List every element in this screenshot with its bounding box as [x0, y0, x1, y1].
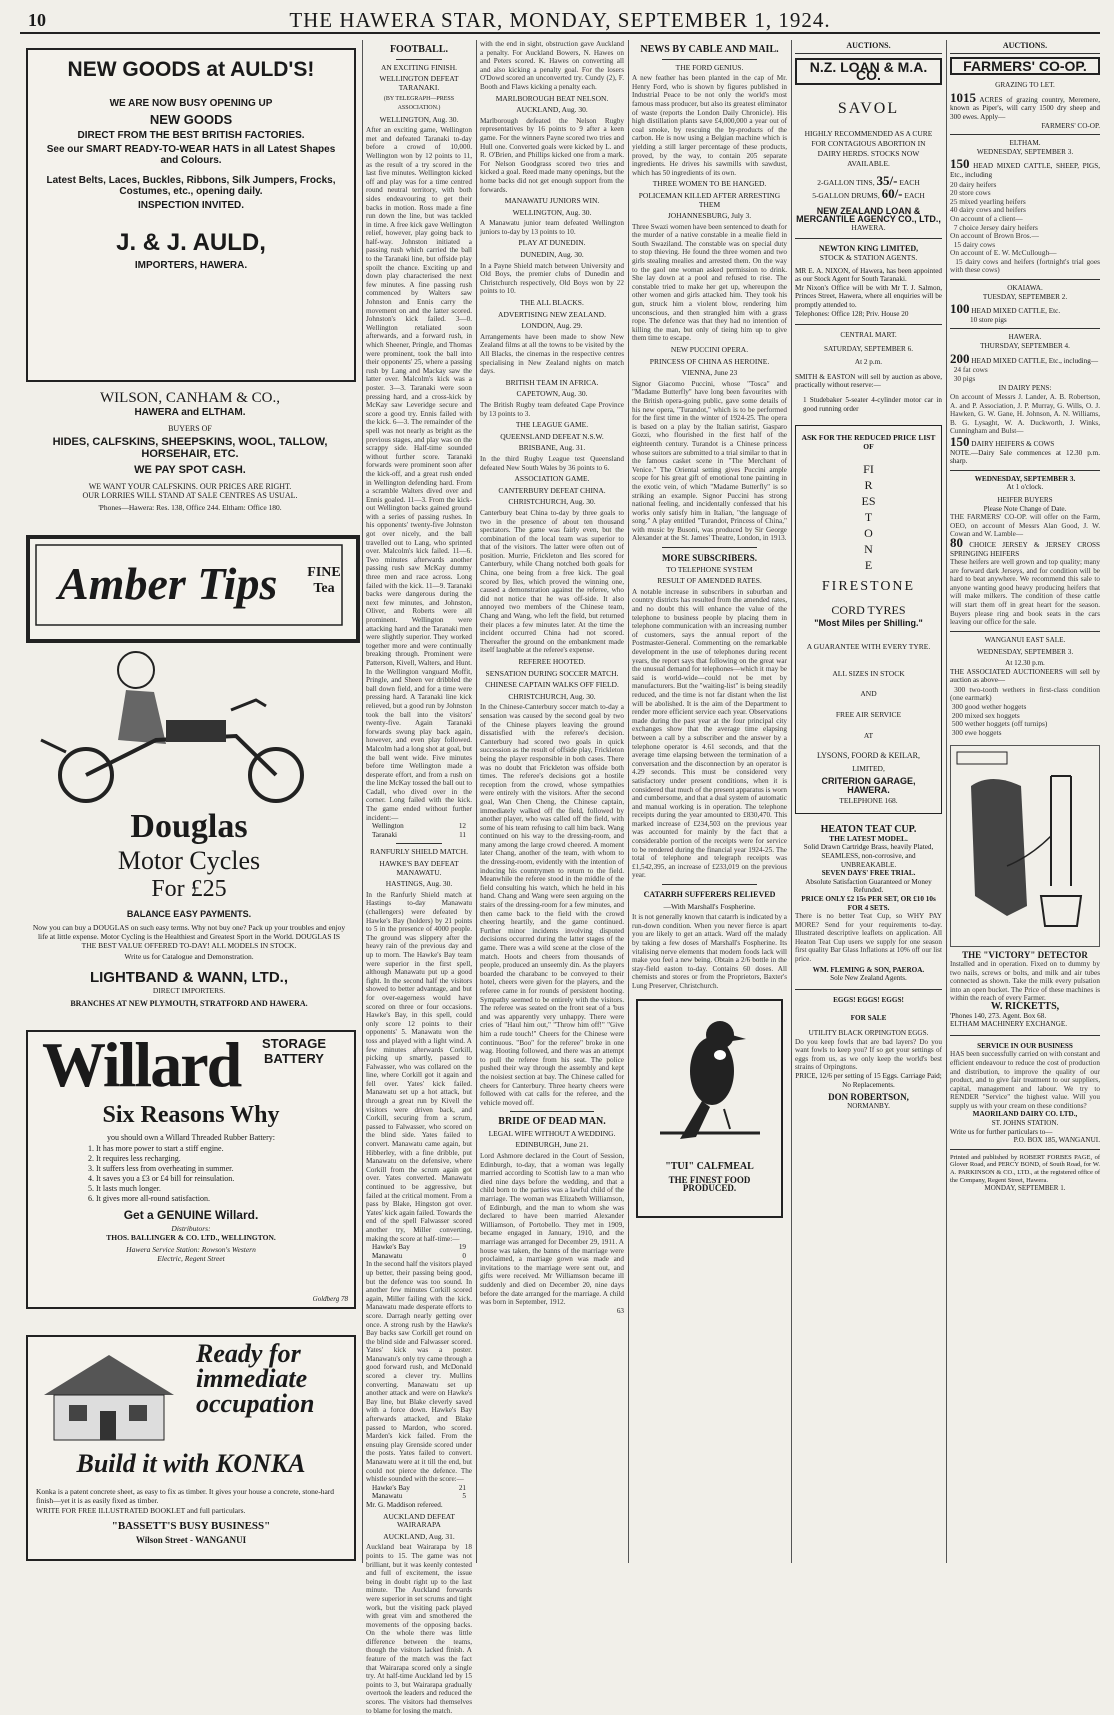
auld-firm: J. & J. AULD, — [116, 229, 266, 256]
wilson-phones: 'Phones—Hawera: Res. 138, Office 244. Eltham: Office 180. — [98, 503, 282, 512]
firestone-sizes: ALL SIZES IN STOCK — [832, 668, 905, 678]
sale-date: WEDNESDAY, SEPTEMBER 3. — [976, 147, 1074, 156]
football-article-text: In the second half the visitors played up better, their passing being good, but the defence was too sound. In another few minutes Corkill scored again, Miller failing with the kick. Manawatu made desperate efforts to score. Darragh nearly getting over once. A strong rush by the Hawke's Bay backs saw Corkill get round on the blind side and Falwasser scored. Yates' kick was a poster. Manawatu's only try came through a good forward rush, and McDonald scored a clever try. Mullins converting. Manawatu set up another attack and were on Hawke's Bay line, but Blake cleverly saved with a force down. Hawke's Bay afterwards attacked, and Blake passed to Mardon, who scored. Marden's kick failed. From the ensuing play Grenside scored under the posts. Yates failed to convert. Manawatu were at it till the end, but could not pierce the defence. The whistle sounded with the score:— — [366, 1260, 472, 1484]
maoriland-po: P.O. BOX 185, WANGANUI. — [1013, 1136, 1100, 1145]
central-mart-date: SATURDAY, SEPTEMBER 6. — [823, 344, 914, 353]
sale-time: At 1 o'clock. — [1006, 483, 1044, 492]
news-headline: —With Marshall's Fospherine. — [663, 901, 756, 911]
auld-firm-sub: IMPORTERS, HAWERA. — [134, 260, 248, 271]
dateline: DUNEDIN, Aug. 30. — [520, 250, 584, 260]
dateline: AUCKLAND, Aug. 30. — [516, 105, 588, 115]
news-headline: THE FORD GENIUS. — [675, 62, 744, 72]
newton-king-tel: Telephones: Office 128; Priv. House 20 — [795, 309, 909, 318]
victory-text: Installed and in operation. Fixed on to dummy by two nails, screws or bolts, and milk and air tubes connected as shown. Take the milk every pulsation into an open bucket. The Price of these machines is within the reach of every Farmer. — [950, 959, 1100, 1003]
service-text: HAS been successfully carried on with constant and efficient endeavour to reduce the cost of production and distribution, to improve the quality of our product, and to give fair treatment to our suppliers, capital, management and labour. We try to RENDER "Service" the highest value. Will you supply us with your cream on these conditions? — [950, 1050, 1100, 1110]
heaton-trial: SEVEN DAYS' FREE TRIAL. — [821, 869, 916, 878]
football-section-title: FOOTBALL. — [389, 44, 449, 55]
newton-king-title: NEWTON KING LIMITED, — [818, 244, 919, 254]
article-text: Marlborough defeated the Nelson Rugby representatives by 16 points to 9 after a keen game. For the winners Payne scored two tries and Hull one. Converted goals were kicked by L. and R. O'Brien, and Phillips kicked one from a mark. For Nelson Goodgrass scored two tries and kicked a goal. Reed made many openings, but the home backs did not get enough support from the forwards. — [480, 116, 624, 194]
newton-king-sub: STOCK & STATION AGENTS. — [819, 252, 918, 262]
eggs-don: DON ROBERTSON, — [828, 1092, 909, 1103]
willard-title: Willard — [42, 1029, 241, 1100]
news-dateline: JOHANNESBURG, July 3. — [667, 211, 752, 221]
football-byline: (BY TELEGRAPH—PRESS ASSOCIATION.) — [383, 96, 455, 111]
auld-ad — [26, 48, 356, 382]
firestone-lysons: LYSONS, FOORD & KEILAR, — [817, 751, 920, 761]
lot-row: 150 HEAD MIXED CATTLE, SHEEP, PIGS, Etc., including — [950, 156, 1101, 179]
konka-write: WRITE FOR FREE ILLUSTRATED BOOKLET and full particulars. — [36, 1506, 246, 1515]
score-row: Hawke's Bay 21 — [372, 1483, 466, 1492]
firestone-ask: ASK FOR THE REDUCED PRICE LIST OF — [801, 433, 936, 451]
news-article-text: A notable increase in subscribers in suburban and country districts has resulted from the amended rates, and no doubt this will enhance the value of the telephone to business people by placing them in telephone communication with an increasing number of customers, says the annual report of the Postmaster-General. Commenting on the remarkable development in the use of telephones during recent years, the report says that following on the great war the unusual demand for telephones—which it may be said is world-wide—could not be met by manufacturers. But the "waiting-list" is being steadily reduced, and the time is not far distant when the list will be abolished. It is the aim of the Department to render more efficient service each year. Observations made during the past year at the four principal city exchanges show that the average time elapsing between a call by a subscriber and the answer by a telephone operator is 4.61 seconds, and that the average time elapsing between the termination of a conversation and the disconnection by an operator is 4.29 seconds. This must be considered very satisfactory under present conditions, when it is considered that much of the present apparatus is worn and cumbersome, and that a dual system of automatic and manual working is in operation. The telephone receipts during the year amounted to £830,470. This marked increase of £234,503 on the previous year was accounted for mainly by the fact that a considerable portion of the receipts were for service to be rendered during the financial year 1924-25. The total of telephone and telegraph receipts was £1,542,395, an increase of £233,019 on the previous year. — [632, 587, 787, 880]
firestone-telephone: TELEPHONE 168. — [839, 795, 898, 805]
auld-title: NEW GOODS at AULD'S! — [67, 58, 315, 81]
willard-dist-label: Distributors: — [171, 1224, 211, 1233]
firestone-criterion: CRITERION GARAGE, HAWERA. — [821, 776, 916, 795]
headline: THE ALL BLACKS. — [520, 298, 584, 308]
headline: QUEENSLAND DEFEAT N.S.W. — [500, 431, 604, 441]
willard-reason: 6. It gives more all-round satisfaction. — [88, 1194, 210, 1203]
score-row: Manawatu 5 — [372, 1492, 466, 1501]
auctions-heading: AUCTIONS. — [795, 40, 942, 54]
sale-town: ELTHAM. — [1009, 139, 1041, 148]
central-mart-title: CENTRAL MART. — [840, 331, 897, 340]
firestone-cord: CORD TYRES — [831, 603, 906, 618]
douglas-price: For £25 — [151, 876, 227, 902]
column-rule — [946, 40, 947, 1563]
lot-row: 80 CHOICE JERSEY & JERSEY CROSS SPRINGING HEIFERS — [950, 534, 1101, 558]
amber-tips-ad — [26, 535, 360, 643]
douglas-terms: BALANCE EASY PAYMENTS. — [126, 909, 252, 919]
heaton-model: THE LATEST MODEL. — [829, 833, 908, 843]
imprint-date: MONDAY, SEPTEMBER 1. — [984, 1184, 1066, 1193]
auld-line: NEW GOODS — [149, 112, 233, 127]
article-text: The British Rugby team defeated Cape Province by 13 points to 3. — [480, 400, 624, 418]
willard-reason: 4. It saves you a £3 or £4 bill for reinsulation. — [88, 1174, 235, 1183]
news-article-text: A new feather has been planted in the cap of Mr. Henry Ford, who is shown by figures published in Industrial Peace to be not only the world's most famous mass producer, but also its greatest eliminator of waste (reports the London Daily Chronicle). His high distillation plants save £4,000,000 a year out of coal smoke, by rescuing the by-products of the carbon. He is now using a Belgian machine which is yielding a still larger percentage of these products, proved, by the way, to contain 205 separate ingredients. He drives his sawmills with sawdust, which has 50 ingredients of its own. — [632, 74, 787, 177]
willard-artist: Goldberg 78 — [312, 1295, 348, 1303]
nz-loan-title: N.Z. LOAN & M.A. CO. — [795, 58, 942, 85]
news-column — [632, 40, 787, 1565]
wilson-line: OUR LORRIES WILL STAND AT SALE CENTRES AS USUAL. — [82, 491, 298, 500]
tui-title: "TUI" CALFMEAL — [665, 1161, 754, 1173]
lot-details: On account of Messrs J. Lander, A. B. Robertson, A. and P. Association, J. P. Murray, G. Wills, O. J. Hawken, G. W. Gane, H. Johnson, A. N. Williams, B. G. Lysaght, W. A. Duckworth, J. Winks, Cunningham and Bulst— — [950, 393, 1100, 436]
konka-title-line: occupation — [196, 1389, 315, 1418]
maoriland-title: MAORILAND DAIRY CO. LTD., — [972, 1110, 1078, 1119]
willard-reason: 1. It has more power to start a stiff engine. — [88, 1144, 224, 1153]
eggs-title: EGGS! EGGS! EGGS! — [833, 995, 904, 1004]
eggs-orpington: UTILITY BLACK ORPINGTON EGGS. — [808, 1029, 929, 1038]
eggs-text: Do you keep fowls that are bad layers? Do you want fowls to keep you? If so get your settings of eggs from us, as we only keep the world's best strains of Orpingtons. — [795, 1037, 942, 1072]
column-footer: 63 — [616, 1306, 624, 1315]
savol-title: SAVOL — [837, 99, 900, 117]
tui-sub: THE FINEST FOOD PRODUCED. — [668, 1174, 751, 1194]
sale-date: TUESDAY, SEPTEMBER 2. — [982, 292, 1068, 301]
farmers-coop-title: FARMERS' CO-OP. — [950, 57, 1100, 76]
maoriland-write: Write us for further particulars to— — [950, 1127, 1053, 1136]
douglas-body: Now you can buy a DOUGLAS on such easy terms. Why not buy one? Pack up your troubles and enjoy life at little expense. Motor Cycling is the Healthiest and Greatest Sport in the World. DOUGLAS IS THE BEST VALUE OFFERED TO-DAY! ALL MODELS IN STOCK. — [32, 923, 346, 950]
dateline: CAPETOWN, Aug. 30. — [516, 389, 588, 399]
nz-loan-firm: NEW ZEALAND LOAN & MERCANTILE AGENCY CO., LTD., — [796, 205, 941, 225]
price-row: 5-GALLON DRUMS, 60/- EACH — [812, 185, 925, 201]
sale-town: HAWERA. — [1008, 333, 1042, 342]
wilson-sub: HAWERA and ELTHAM. — [134, 407, 246, 418]
football-headline: WELLINGTON DEFEAT TARANAKI. — [379, 74, 459, 92]
firestone-ad — [795, 425, 942, 814]
heaton-firm: WM. FLEMING & SON, PAEROA. — [812, 965, 925, 974]
news-dateline: VIENNA, June 23 — [681, 368, 738, 378]
referee-note: Mr. G. Maddison refereed. — [366, 1500, 443, 1509]
savol-body: HIGHLY RECOMMENDED AS A CURE FOR CONTAGIOUS ABORTION IN DAIRY HERDS. STOCKS NOW AVAILABLE. — [804, 129, 933, 169]
headline: BRITISH TEAM IN AFRICA. — [505, 377, 599, 387]
headline: SENSATION DURING SOCCER MATCH. — [485, 668, 619, 678]
konka-body: Konka is a patent concrete sheet, as easy to fix as timber. It gives your house a concrete, stone-hard finish—yet it is as easily fixed as timber. — [36, 1487, 335, 1505]
lot-details: 300 two-tooth wethers in first-class condition (one earmark) 300 good wether hoggets 200 mixed sex hoggets 500 wether hoggets (off turnips) 300 ewe hoggets — [950, 684, 1100, 737]
headline: THE LEAGUE GAME. — [515, 420, 589, 430]
football-headline: AN EXCITING FINISH. — [380, 62, 458, 72]
konka-build: Build it with KONKA — [76, 1449, 306, 1478]
eggs-price: PRICE, 12/6 per setting of 15 Eggs. Carriage Paid; No Replacements. — [795, 1072, 942, 1089]
score-row: Taranaki 11 — [372, 830, 466, 839]
maoriland-st: ST. JOHNS STATION. — [991, 1119, 1059, 1128]
headline: PLAY AT DUNEDIN. — [518, 238, 586, 248]
article-text: with the end in sight, obstruction gave Auckland a penalty. For Auckland Bowers, N. Hawes on and Peters scored. K. Hawes on converting all and also kicking a penalty goal. For the losers O'Dowd scored an unconverted try. Cundy (2), F. Booth and Flaws kicking a penalty each. — [480, 40, 624, 91]
imprint: Printed and published by ROBERT FORBES PAGE, of Glover Road, and PERCY BOND, of South Road, for W. A. PARKINSON & CO., LTD., at the registered office of the Company, Regent Street, Hawera. — [950, 1153, 1100, 1184]
newton-king-body: MR E. A. NIXON, of Hawera, has been appointed as our Stock Agent for South Taranaki. — [795, 266, 942, 284]
heaton-title: HEATON TEAT CUP. — [820, 824, 917, 836]
firestone-and: AND — [860, 689, 877, 699]
dairy-pens: IN DAIRY PENS: — [998, 384, 1052, 393]
dairy-note: NOTE.—Dairy Sale commences at 12.30 p.m. sharp. — [950, 448, 1100, 466]
wilson-cash: WE PAY SPOT CASH. — [134, 464, 246, 476]
assoc-text: THE ASSOCIATED AUCTIONEERS will sell by auction as above— — [950, 667, 1100, 685]
news-headline: PRINCESS OF CHINA AS HEROINE. — [649, 356, 770, 366]
tui-calfmeal-ad — [636, 999, 783, 1218]
score-row: Wellington 12 — [372, 822, 466, 831]
heaton-body: Solid Drawn Cartridge Brass, heavily Plated, SEAMLESS, non-corrosive, and UNBREAKABLE. — [803, 843, 934, 869]
willard-tag: STORAGE BATTERY — [261, 1036, 327, 1066]
willard-ad — [26, 1030, 356, 1309]
auctions-column-b — [950, 40, 1100, 1565]
house-illustration — [34, 1345, 184, 1445]
dateline: EDINBURGH, June 21. — [515, 1140, 589, 1150]
headline: CANTERBURY DEFEAT CHINA. — [498, 485, 606, 495]
lot-row: 1015 ACRES of grazing country, Meremere, known as Piper's, will carry 1500 dry sheep and 300 ewes. Apply— — [950, 89, 1100, 121]
article-text: Canterbury beat China to-day by three goals to two in the presence of about ten thousand spectators. The game was fairly even, but the combination of the local team was superior to that of the visitors. The latter were often out of position. Murrie, Frickleton and Iles scored for Canterbury, while Chang notched both goals for China, one being from a free kick. The goal scored by Iles, which proved the winning one, caused a demonstration against the referee, who did not notice that he was off-side. It also annoyed two members of the Chinese team, Chang and Wang, who left the field, but returned their places a few minutes later. At the time the incident occurred China had not scored. Thereafter the ground on the embankment made itself laughable at the referee's expense. — [480, 508, 624, 655]
news-section-title: NEWS BY CABLE AND MAIL. — [640, 44, 779, 55]
firestone-limited: LIMITED, — [852, 763, 885, 773]
heaton-satis: Absolute Satisfaction Guaranteed or Money Refunded. — [805, 877, 932, 895]
willard-list — [28, 1144, 354, 1204]
coop-text: These heifers are well grown and top quality; many are forward dark Jerseys, and for condition will be hard to beat anywhere. We recommend this sale to anyone wanting good heavy producing heifers that will make milkers. The condition of these cattle will start them off in great heart for the season. Buyers please ring and book seats in the cars leaving our office for the sale. — [950, 558, 1100, 627]
dateline: BRISBANE, Aug. 31. — [518, 443, 586, 453]
headline: CHINESE CAPTAIN WALKS OFF FIELD. — [485, 680, 619, 690]
auctions-heading: AUCTIONS. — [950, 40, 1100, 54]
nz-loan-town: HAWERA. — [851, 222, 886, 232]
heifer-buyers: HEIFER BUYERS — [997, 495, 1053, 504]
dateline: WELLINGTON, Aug. 30. — [512, 207, 592, 217]
ricketts-exchange: ELTHAM MACHINERY EXCHANGE. — [950, 1020, 1068, 1029]
news-article-text: Signor Giacomo Puccini, whose "Tosca" and "Madame Butterfly" have long been favourites with the British opera-going public, gave some details of his new opera, "Turandot," which is to be performed for the first time in the winter of 1924-25. The opera is based on a play by the Italian satirist, Gasparo Gozzi, who flourished in the first half of the eighteenth century. Turandot is a Chinese princess whose suitors are submitted to a trial similar to that in the famous casket scene in "The Merchant of Venice." The Oriental setting gives Puccini ample scope for his great gift of emotional tone painting in the exotic vein, of which "Madame Butterfly" is so striking an example. Signor Puccini has strong national feeling, and incidentally confessed that his works only satisfy him in Italian, "the language of song." A play entitled "Turandot, Princess of China," with music by Busoni, was produced by Sir George Alexander at the St. James' Theatre, London, in 1913. — [632, 379, 787, 543]
wilson-ad — [30, 386, 350, 528]
wilson-title: WILSON, CANHAM & CO., — [100, 390, 280, 406]
score-row: Hawke's Bay 19 — [372, 1243, 466, 1252]
football-column — [366, 40, 472, 1715]
sports-column — [480, 40, 624, 1565]
football-dateline: AUCKLAND, Aug. 31. — [383, 1531, 455, 1541]
douglas-branches: BRANCHES AT NEW PLYMOUTH, STRATFORD AND HAWERA. — [70, 999, 308, 1008]
firestone-title: FIRESTONE — [821, 579, 916, 595]
lot-details: 20 dairy heifers 20 store cows 25 mixed yearling heifers 40 dairy cows and heifers On account of a client— 7 choice Jersey dairy heifers On account of Brown Bros.— 15 dairy cows On account of E. W. McCullough— 15 dairy cows and heifers (fortnight's trial goes with these cows) — [950, 179, 1100, 275]
lot-row: 150 DAIRY HEIFERS & COWS — [950, 433, 1055, 449]
firestone-vertical: FIRESTONE — [861, 462, 876, 573]
article-text: In the third Rugby League test Queensland defeated New South Wales by 36 points to 6. — [480, 454, 624, 472]
konka-ad — [26, 1335, 356, 1561]
willard-dist: THOS. BALLINGER & CO. LTD., WELLINGTON. — [106, 1233, 276, 1242]
konka-title-line: Ready for — [196, 1339, 301, 1368]
sale-time: At 12.30 p.m. — [1005, 659, 1045, 668]
willard-get: Get a GENUINE Willard. — [123, 1208, 259, 1222]
douglas-title: Douglas — [130, 808, 248, 845]
news-headline: NEW PUCCINI OPERA. — [670, 345, 749, 354]
sale-date: WEDNESDAY, SEPTEMBER 3. — [974, 474, 1076, 483]
football-dateline: WELLINGTON, Aug. 30. — [379, 114, 459, 124]
news-article-text: It is not generally known that catarrh is indicated by a run-down condition. When you never fierce is apart you are likely to get an attack. Ward off the malady by taking a few doses of Marshall's Fospherine. Its vitalising nerve elements that modern foods lack will make you feel a new being. Obtain a 2/6 bottle in the stay-field easton to-day. Contains 60 doses. All chemists and stores or from the Proprietors, Baxter's Lung Preserver, Christchurch. — [632, 913, 787, 990]
lot-row: 100 HEAD MIXED CATTLE, Etc. — [950, 301, 1061, 317]
auld-line: DIRECT FROM THE BEST BRITISH FACTORIES. — [77, 130, 305, 141]
auld-line: INSPECTION INVITED. — [137, 200, 245, 211]
sale-date: THURSDAY, SEPTEMBER 4. — [980, 342, 1070, 351]
smith-easton-item: 1 Studebaker 5-seater 4-cylinder motor car in good running order — [803, 396, 942, 413]
football-article-text: In the Ranfurly Shield match at Hastings to-day Manawatu (challengers) were defeated by Hawke's Bay (holders) by 21 points to 5 in the presence of 4000 people. The ground was slippery after the heavy rain of the previous day and up to morn. The Hawke's Bay team were superior in the first spell, although Manawatu put up a good fight. In the second half the visitors showed to better advantage, and but for over-eagerness would have scored on three or four occasions. Hawke's Bay, in this spell, could only score 12 points to their opponents' 5. Manawatu won the toss and played with a light wind. A few minutes afterwards Corkill, picking up smartly, passed to Falwasser, who was collared on the line, where Corkill got it again and fell over. Yates' kick failed. Manawatu set up a hot attack, but through a great run by Kivell the visitors were driven back, and Corkill, securing from a scrum, passed to Falwasser, who scored on the blind side. Yates failed to convert. Manawatu came again, but Hibberley, with a fine dribble, put Manawatu on the defensive, where Corkill from the scrum again got over. Yates converted. Manawatu continued to be aggressive, but failed at the critical moment. From a pass by Blake, Hingston got over. Yates' kick again failed. Towards the end of the spell Falwasser scored another try, Miller converting, making the score at half-time:— — [366, 890, 472, 1243]
headline: LEGAL WIFE WITHOUT A WEDDING. — [488, 1128, 616, 1138]
douglas-firm-sub: DIRECT IMPORTERS. — [152, 986, 226, 995]
football-headline: RANFURLY SHIELD MATCH. — [370, 847, 468, 857]
wilson-buyers: BUYERS OF — [168, 424, 212, 433]
auld-line: WE ARE NOW BUSY OPENING UP — [109, 98, 273, 109]
ricketts-name: W. RICKETTS, — [990, 1000, 1060, 1012]
page-header — [20, 8, 1100, 34]
news-headline: POLICEMAN KILLED AFTER ARRESTING THEM — [638, 190, 781, 209]
dateline: LONDON, Aug. 29. — [521, 321, 583, 331]
dateline: CHRISTCHURCH, Aug. 30. — [508, 691, 596, 701]
victory-title: THE "VICTORY" DETECTOR — [962, 950, 1088, 961]
firestone-at: AT — [863, 730, 874, 740]
grazing-apply: FARMERS' CO-OP. — [1041, 121, 1100, 130]
headline: ASSOCIATION GAME. — [514, 474, 590, 484]
douglas-write: Write us for Catalogue and Demonstration. — [124, 952, 254, 961]
heifer-note: Please Note Change of Date. — [983, 504, 1067, 513]
column-rule — [791, 40, 792, 1563]
firestone-miles: "Most Miles per Shilling." — [814, 617, 923, 628]
sale-date: WEDNESDAY, SEPTEMBER 3. — [976, 648, 1074, 657]
headline: MARLBOROUGH BEAT NELSON. — [495, 93, 609, 103]
coop-text: THE FARMERS' CO-OP. will offer on the Farm, OEO, on account of Messrs Alan Good, J. W. Cowan and W. Lamble— — [950, 513, 1100, 539]
eggs-forsale: FOR SALE — [850, 1014, 887, 1023]
firestone-guarantee: A GUARANTEE WITH EVERY TYRE. — [806, 642, 931, 652]
headline: ADVERTISING NEW ZEALAND. — [498, 309, 606, 319]
article-text: In the Chinese-Canterbury soccer match to-day a sensation was caused by the second goal by two of the Chinese players leaving the ground dissatisfied with the referee's decision. Canterbury had scored two goals in quick succession as the result of offside play, Frickleton being the player responsible in both cases. There was no doubt that Frickleton was offside both times. The referee's decisions got a hostile reception from the crowd, whose sympathies were entirely with the visitors. After the second goal, Wan Chen Cheng, the Chinese captain, immediately walked off the field, followed by another player, who was called off the field, with some of his team refusing to call him back. Wang continued on his way to the dressing-room, and many among the large crowd cheered. A moment later Chang, another of the team, with whom to the dressing-room, evidently with the intention of inducing his countrymen to return to the field. Meanwhile the referee stood in the middle of the field consulting his watch, which he held in his hand. Chang and Wang were seen arguing on the stairs of the dressing-room for a few minutes, and then came back to the field with the crowd cheering heartily, and the game continued. Further minor incidents involving disputed decisions occurred during the latter stages of the game. There was a wild scene at the close of the match. Hoots and cheers from thousands of people, produced an unseemly din. As the players boarded the charabanc to be conveyed to their hotel, cheers were given for the players, and the referee came in for rounds of persistent hooting. Sympathy seemed to be entirely with the visitors. The referee was seated on the front seat of a 'bus and was apparently very unhappy. There were cries of "Haul him out," "Throw him off!" "Give him a rude touch!" Cheers for the Chinese were continuous. "Boo" for the referee" broke in one wag. Hooting followed, and there was an attempt to pull the referee from his seat. The police pushed their way through the assembly and kept the noisiest section at bay. The Chinese called for cheers for Canterbury. Three hearty cheers were followed with cat calls for the referee, and the vehicle moved off. — [480, 703, 624, 1107]
amber-tips-title: Amber Tips — [58, 558, 278, 609]
victory-detector-illustration — [950, 745, 1100, 947]
sale-town: OKAIAWA. — [1007, 284, 1043, 293]
article-text: Lord Ashmore declared in the Court of Session, Edinburgh, to-day, that a woman was legally married according to Scottish law to a man who died nine days before the wedding, and that a child born to the parties was a lawful child of the marriage. The woman was Elizabeth Williamson, of Edinburgh, and the man to whom she was declared to have been married Alexander Williamson, of Portobello. They met in 1909, became engaged in January, 1910, and the marriage was arranged for December 29, 1911. A house was taken, the banns of the marriage were proclaimed, a marriage gown was made and invitations to the marriage were sent out, and gifts were received. Mr Williamson became ill suddenly and died on December 20, nine days before the date arranged for the marriage. A child was born in September, 1912. — [480, 1152, 624, 1307]
konka-title-line: immediate — [196, 1364, 308, 1393]
willard-intro: you should own a Willard Threaded Rubber Battery: — [106, 1133, 275, 1142]
heaton-agents: Sole New Zealand Agents. — [830, 974, 907, 983]
headline: BRIDE OF DEAD MAN. — [498, 1116, 606, 1128]
news-headline: MORE SUBSCRIBERS. — [661, 553, 758, 564]
willard-reason: 2. It requires less recharging. — [88, 1154, 181, 1163]
willard-reason: 5. It lasts much longer. — [88, 1184, 161, 1193]
news-headline: THREE WOMEN TO BE HANGED. — [652, 179, 767, 189]
motorcycle-illustration — [26, 640, 352, 805]
central-mart-time: At 2 p.m. — [854, 358, 883, 367]
auld-line: Latest Belts, Laces, Buckles, Ribbons, Silk Jumpers, Frocks, Costumes, etc., opening daily. — [46, 175, 336, 197]
lot-details: 24 fat cows 30 pigs — [950, 365, 988, 383]
headline: REFEREE HOOTED. — [518, 657, 586, 666]
column-rule — [476, 40, 477, 1563]
amber-tips-sub: FINE Tea — [307, 565, 341, 596]
wilson-line: WE WANT YOUR CALFSKINS. OUR PRICES ARE RIGHT. — [88, 482, 292, 491]
konka-addr: Wilson Street - WANGANUI — [135, 1535, 247, 1545]
news-headline: RESULT OF AMENDED RATES. — [657, 576, 762, 586]
firestone-free-air: FREE AIR SERVICE — [835, 710, 902, 719]
douglas-ad — [26, 640, 352, 1008]
headline: MANAWATU JUNIORS WIN. — [504, 196, 600, 206]
article-text: Arrangements have been made to show New Zealand films at all the towns to be visited by the All Blacks, the cinemas in the respective centres specialising in New Zealand nights on match days. — [480, 332, 624, 376]
wilson-items: HIDES, CALFSKINS, SHEEPSKINS, WOOL, TALLOW, HORSEHAIR, ETC. — [52, 436, 328, 460]
column-rule — [362, 40, 363, 1563]
football-headline: HAWKE'S BAY DEFEAT MANAWATU. — [379, 859, 459, 877]
auld-line: See our SMART READY-TO-WEAR HATS in all Latest Shapes and Colours. — [46, 144, 336, 166]
douglas-sub: Motor Cycles — [117, 846, 261, 875]
football-dateline: HASTINGS, Aug. 30. — [385, 879, 453, 889]
article-text: In a Payne Shield match between University and Old Boys, the premier clubs of Dunedin and Christchurch respectively, Old Boys won by 22 points to 10. — [480, 261, 624, 296]
ricketts-phones: 'Phones 140, 273. Agent. Box 68. — [950, 1011, 1047, 1020]
grazing-title: GRAZING TO LET. — [995, 81, 1055, 90]
news-headline: TO TELEPHONE SYSTEM — [666, 564, 753, 574]
willard-reasons: Six Reasons Why — [102, 1102, 280, 1128]
price-row: 2-GALLON TINS, 35/- EACH — [817, 173, 920, 189]
dateline: CHRISTCHURCH, Aug. 30. — [508, 497, 596, 507]
lot-row: 200 HEAD MIXED CATTLE, Etc., including— — [950, 350, 1099, 366]
news-article-text: Three Swazi women have been sentenced to death for the murder of a native constable in a mealie field in South Swaziland. The constable was on special duty to stop thieving. He found the three women and two girls stealing mealies and arrested them. On the way to the gaol one woman asked permission to drink. She lay down at a pool and refused to rise. The constable tried to make her get up, whereupon the other women and girls attacked him. They took his gun, struck him a violent blow, rendering him unconscious, and then strangled him with a grass rope. The defence was that they had no intention of killing the man, but only of tieing him up to give them time to escape. — [632, 222, 787, 343]
football-article-text: After an exciting game, Wellington met and defeated Taranaki to-day before a crowd of 10,000. Wellington won by 12 points to 11, as the result of a try scored in the last five minutes. Wellington kicked off and play was for a time centred round neutral territory, with both sides endeavouring to get their backs in motion. Ross made a fine run down the line, but was tackled in time. A free kick gave Wellington relief, however, play going back to half-way. Johnston initiated a passing rush which carried the ball to the Taranaki line, but offside play spoilt the chance. Exciting up and down play characterised the next few minutes. A fine passing rush commenced by Walters saw Johnston and Ennis carry the movement on and the latter scored. Johnston's kick failed. 3—0. Wellington retaliated soon afterwards, and a forward rush, in which Sheener, Pringle, and Thomas were prominent, took the ball into their opponents' 25, where a passing rush by Lang and Mackay saw the latter over. Malcolm's kick was a poster. 3—3. Taranaki were soon pressing hard, and a cross-kick by McKay saw Leveridge secure and score a good try. Ennis failed with the kick. 6—3. The remainder of the spell was not nearly as bright as the previous stages, and play was on the scrappy side. Half-time sounded without further score. Taranaki forwards were prominent soon after the kick-off, and a great rush ended in Wellington defending hard. From a scramble Walters dived over and Ennis goaled. 11—3. From the kick-out Wellington backs gained ground with a series of passing rushes. In his opponents' twenty-five Johnston got over nicely, and the ball travelled out to Lang, who sprinted over. Malcolm's kick failed. 11—6. Two minutes afterwards another passing rush saw McKay dummy three men and race across. Long failed with the kick. 11—9. Taranaki backs were dangerous during the next few minutes, and Johnston, Oliver, and Roberts were all prominent. Wellington were attacking hard and the Taranaki men were slightly superior. They worked together more and were continually breaking through. Prominent were Patterson, Kivell, Walters, and Hunt. In the Wellington vanguard Moffit, Pringle, and Sheen ver dribbled the ball down field, and for a time were pressing hard. A Taranaki line kick relieved, but a good run by Johnston took the ball into the visitors' twenty-five. Again Taranaki forwards swung play back again, however, and even play followed. Malcolm had a long shot at goal, but the ball went wide. Five minutes before time Wellington made a desperate effort, and from a rush on the line McKay tossed the ball out to Cadall, who dived over in the corner. Long failed with the kick. The game ended without further incident:— — [366, 126, 472, 822]
page-number: 10 — [28, 10, 46, 30]
douglas-firm: LIGHTBAND & WANN, LTD., — [89, 969, 289, 986]
football-article-text: Auckland beat Wairarapa by 18 points to 15. The game was not brilliant, but it was keenly contested and full of excitement, the issue being in doubt right up to the last minute. The Auckland forwards were superior in set scrums and tight work, but the visiting pack played with great vim and smothered the movements of the opposing backs. On the whole there was little difference between the teams, though the visitors lacked finish. A feature of the match was the fact that Wairarapa scored only a single try. At half-time Auckland led by 15 points to 3, but Wairarapa gradually overtook the leaders and reduced the scores. The visitors had themselves to blame for losing the match. — [366, 1543, 472, 1715]
masthead: THE HAWERA STAR, MONDAY, SEPTEMBER 1, 1924. — [289, 8, 831, 32]
news-headline: CATARRH SUFFERERS RELIEVED — [643, 890, 776, 900]
column-rule — [628, 40, 629, 1563]
sale-town: WANGANUI EAST SALE. — [984, 635, 1066, 644]
service-title: SERVICE IN OUR BUSINESS — [977, 1041, 1073, 1050]
newton-king-body: Mr Nixon's Office will be with Mr T. J. Salmon, Princes Street, Hawera, where all enquiries will be promptly attended to. — [795, 283, 942, 309]
football-headline: AUCKLAND DEFEAT WAIRARAPA — [383, 1511, 455, 1530]
score-row: Manawatu 0 — [372, 1251, 466, 1260]
konka-firm: "BASSETT'S BUSY BUSINESS" — [111, 1520, 271, 1532]
tui-bird-illustration — [640, 1009, 780, 1159]
eggs-normanby: NORMANBY. — [847, 1101, 890, 1110]
lot-detail: 10 store pigs — [970, 315, 1007, 324]
willard-reason: 3. It suffers less from overheating in summer. — [88, 1164, 234, 1173]
willard-service: Hawera Service Station: Rowson's Western Electric, Regent Street — [126, 1245, 256, 1263]
cow-illustration — [951, 746, 1099, 944]
heaton-text: There is no better Teat Cup, so WHY PAY MORE? Send for your requirements to-day. Illustrated descriptive leaflets on application. All Heaton Teat Cup users we supply for one season first quality Bar Glass Inflations at 10% off our list price. — [795, 912, 942, 964]
article-text: A Manawatu junior team defeated Wellington juniors to-day by 13 points to 10. — [480, 219, 624, 236]
heaton-price: PRICE ONLY £2 15s PER SET, OR £10 10s FOR 4 SETS. — [801, 894, 936, 912]
smith-easton-text: SMITH & EASTON will sell by auction as above, practically without reserve:— — [795, 372, 942, 390]
auctions-column-a — [795, 40, 942, 1565]
